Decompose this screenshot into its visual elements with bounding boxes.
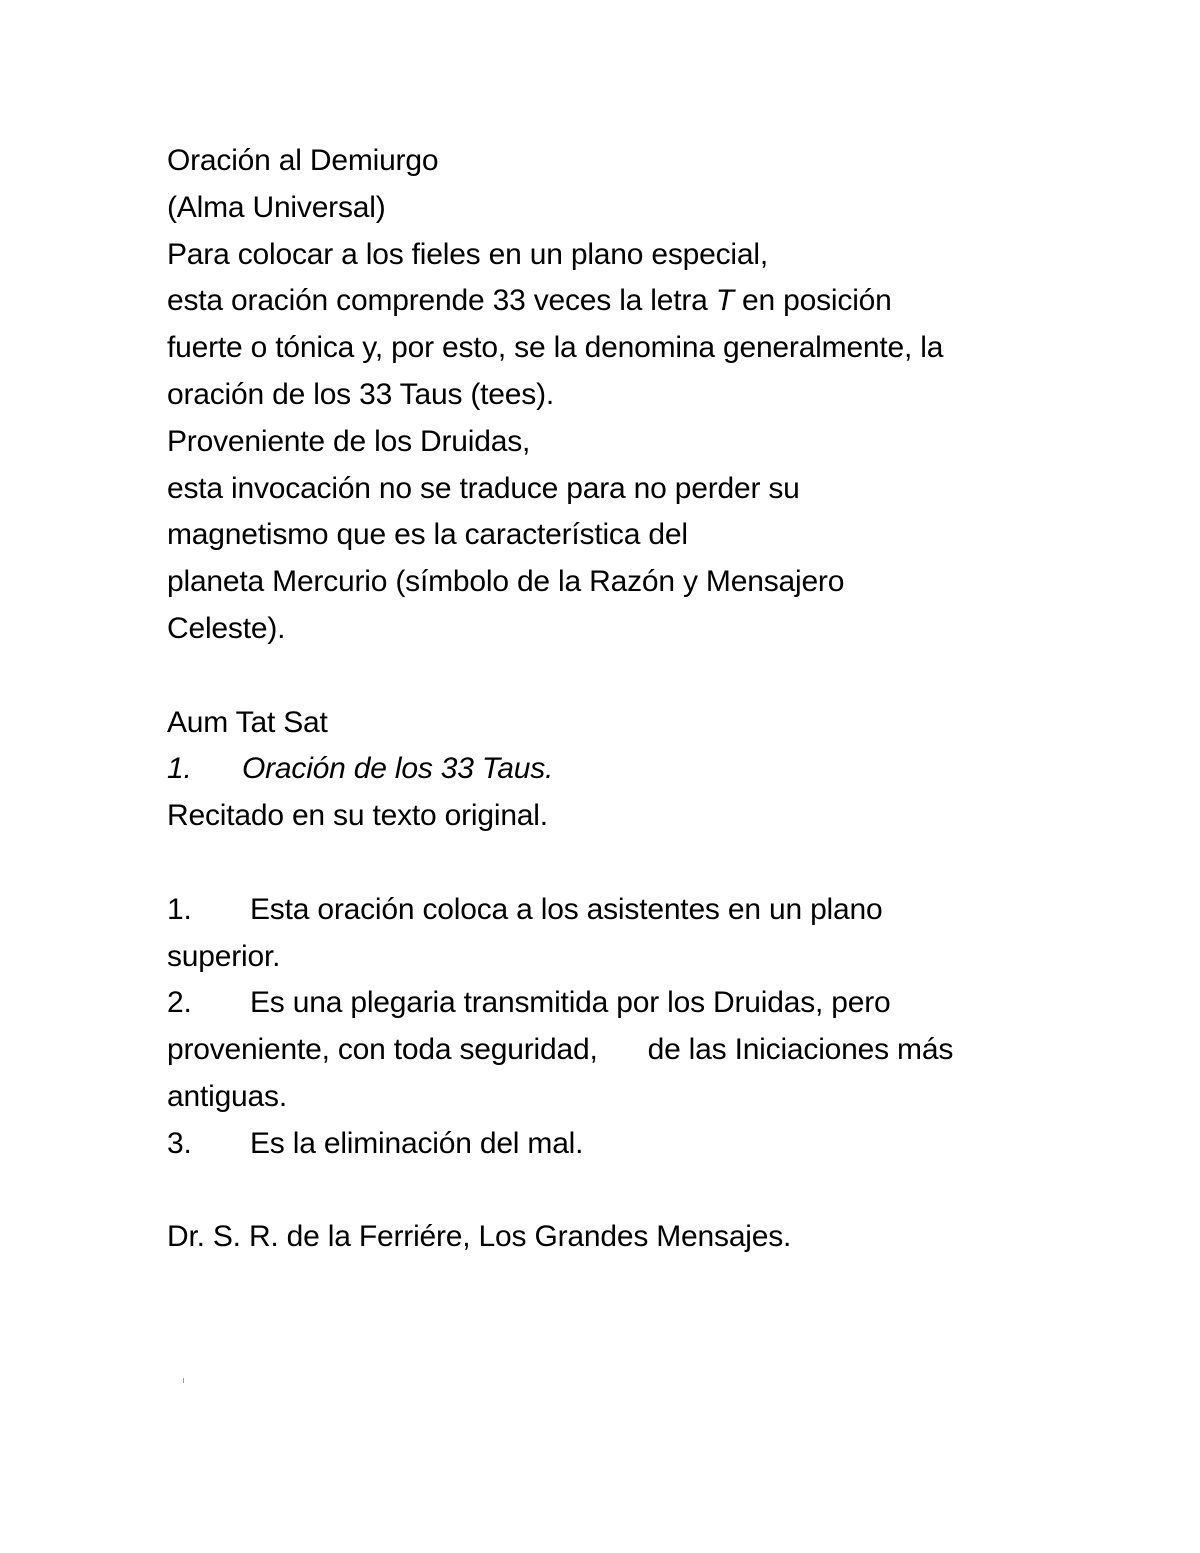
intro-line-9: Celeste). bbox=[167, 611, 286, 645]
document-subtitle: (Alma Universal) bbox=[167, 190, 386, 224]
document-body bbox=[167, 138, 1067, 1261]
point-2-number: 2. bbox=[167, 986, 192, 1020]
point-2-end: antiguas. bbox=[167, 1079, 287, 1113]
letter-t: T bbox=[715, 284, 734, 318]
intro-line-3: fuerte o tónica y, por esto, se la denomina generalmente, la bbox=[167, 331, 944, 365]
page-mark bbox=[183, 1378, 184, 1383]
citation: Dr. S. R. de la Ferriére, Los Grandes Mensajes. bbox=[167, 1220, 792, 1254]
intro-line-2 bbox=[167, 278, 1067, 325]
point-1-number: 1. bbox=[167, 892, 192, 926]
intro-line-5: Proveniente de los Druidas, bbox=[167, 424, 531, 458]
point-3-text: Es la eliminación del mal. bbox=[250, 1126, 584, 1160]
point-2 bbox=[167, 980, 1067, 1027]
heading-item bbox=[167, 746, 1067, 793]
invocation: Aum Tat Sat bbox=[167, 705, 328, 739]
point-1-continued: superior. bbox=[167, 939, 281, 973]
spacer bbox=[167, 840, 1067, 887]
point-1-text: Esta oración coloca a los asistentes en un plano bbox=[250, 892, 883, 926]
heading-item-text: Oración de los 33 Taus. bbox=[242, 752, 554, 786]
spacer bbox=[167, 653, 1067, 700]
point-1 bbox=[167, 887, 1067, 934]
point-2-continued-b: de las Iniciaciones más bbox=[647, 1033, 954, 1067]
intro-line-1: Para colocar a los fieles en un plano especial, bbox=[167, 237, 768, 271]
intro-line-4: oración de los 33 Taus (tees). bbox=[167, 377, 555, 411]
intro-line-2-part-a: esta oración comprende 33 veces la letra bbox=[167, 284, 716, 318]
intro-line-7: magnetismo que es la característica del bbox=[167, 518, 688, 552]
intro-line-6: esta invocación no se traduce para no perder su bbox=[167, 471, 800, 505]
heading-item-number: 1. bbox=[167, 752, 192, 786]
point-3-number: 3. bbox=[167, 1126, 192, 1160]
point-3 bbox=[167, 1121, 1067, 1168]
intro-line-2-part-b: en posición bbox=[733, 284, 892, 318]
point-2-continued bbox=[167, 1027, 1067, 1074]
recited-note: Recitado en su texto original. bbox=[167, 799, 548, 833]
point-2-text: Es una plegaria transmitida por los Druidas, pero bbox=[250, 986, 891, 1020]
document-title: Oración al Demiurgo bbox=[167, 144, 439, 177]
spacer bbox=[167, 1168, 1067, 1215]
intro-line-8: planeta Mercurio (símbolo de la Razón y Mensajero bbox=[167, 565, 845, 599]
point-2-continued-a: proveniente, con toda seguridad, bbox=[167, 1033, 598, 1067]
